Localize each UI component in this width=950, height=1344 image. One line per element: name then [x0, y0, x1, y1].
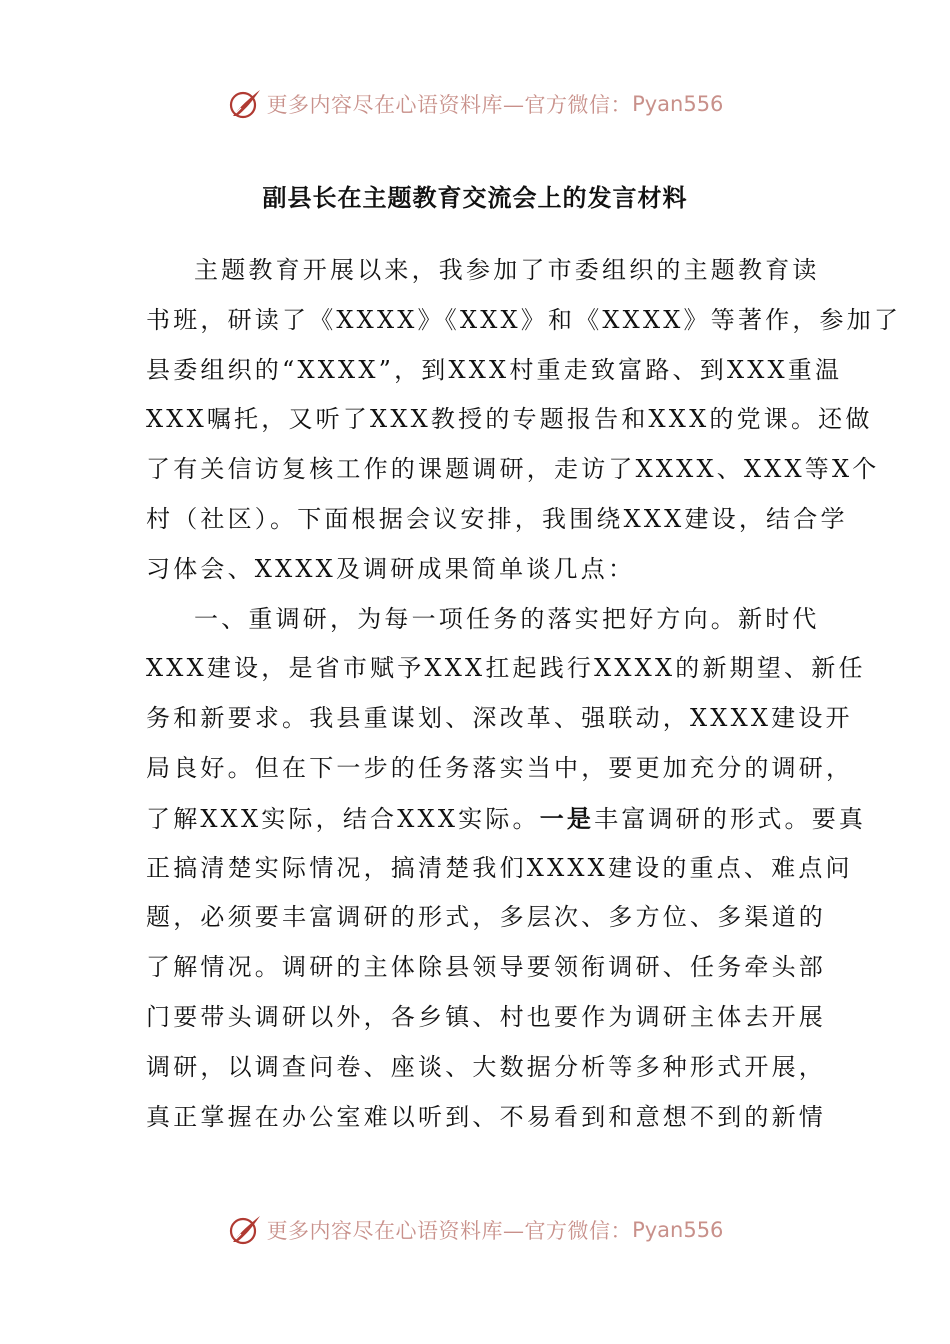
- paragraph-line: 门要带头调研以外，各乡镇、村也要作为调研主体去开展: [146, 1002, 826, 1031]
- paragraph-line: 调研，以调查问卷、座谈、大数据分析等多种形式开展，: [146, 1052, 826, 1081]
- watermark-text: 更多内容尽在心语资料库—官方微信：: [266, 1219, 633, 1243]
- paragraph-line: XXX嘱托，又听了XXX教授的专题报告和XXX的党课。还做: [146, 405, 873, 434]
- paragraph-line: 正搞清楚实际情况，搞清楚我们XXXX建设的重点、难点问: [146, 853, 853, 882]
- paragraph-line: XXX建设，是省市赋予XXX扛起践行XXXX的新期望、新任: [146, 654, 866, 683]
- line-text: 了解XXX实际，结合XXX实际。: [146, 804, 540, 833]
- paragraph-line: 县委组织的“XXXX”，到XXX村重走致富路、到XXX重温: [146, 355, 843, 384]
- paragraph-line: 书班，研读了《XXXX》《XXX》和《XXXX》等著作，参加了: [146, 305, 902, 334]
- paragraph-line: 了解情况。调研的主体除县领导要领衔调研、任务牵头部: [146, 953, 826, 982]
- watermark-wechat: Pyan556: [632, 92, 724, 116]
- paragraph-line: 了有关信访复核工作的课题调研，走访了XXXX、XXX等X个: [146, 455, 880, 484]
- paragraph-line: 一、重调研，为每一项任务的落实把好方向。新时代: [194, 604, 820, 633]
- quill-logo-icon: [227, 1212, 263, 1248]
- paragraph-line: 村（社区）。下面根据会议安排，我围绕XXX建设，结合学: [146, 504, 848, 533]
- paragraph-line: [146, 794, 867, 844]
- paragraph-line: 题，必须要丰富调研的形式，多层次、多方位、多渠道的: [146, 903, 826, 932]
- watermark-wechat: Pyan556: [632, 1218, 724, 1242]
- watermark-header: [0, 84, 950, 124]
- paragraph-line: 真正掌握在办公室难以听到、不易看到和意想不到的新情: [146, 1102, 826, 1131]
- paragraph-line: 务和新要求。我县重谋划、深改革、强联动，XXXX建设开: [146, 704, 853, 733]
- line-text: 丰富调研的形式。要真: [594, 804, 867, 833]
- watermark-footer: [0, 1210, 950, 1250]
- paragraph-line: 局良好。但在下一步的任务落实当中，要更加充分的调研，: [146, 753, 854, 782]
- watermark-text: 更多内容尽在心语资料库—官方微信：: [266, 93, 633, 117]
- paragraph-line: 习体会、XXXX及调研成果简单谈几点：: [146, 554, 636, 583]
- document-title: 副县长在主题教育交流会上的发言材料: [262, 184, 688, 212]
- quill-logo-icon: [227, 86, 263, 122]
- paragraph-line: 主题教育开展以来，我参加了市委组织的主题教育读: [194, 256, 820, 284]
- document-body: [146, 246, 902, 1142]
- bold-lead: 一是: [539, 803, 595, 833]
